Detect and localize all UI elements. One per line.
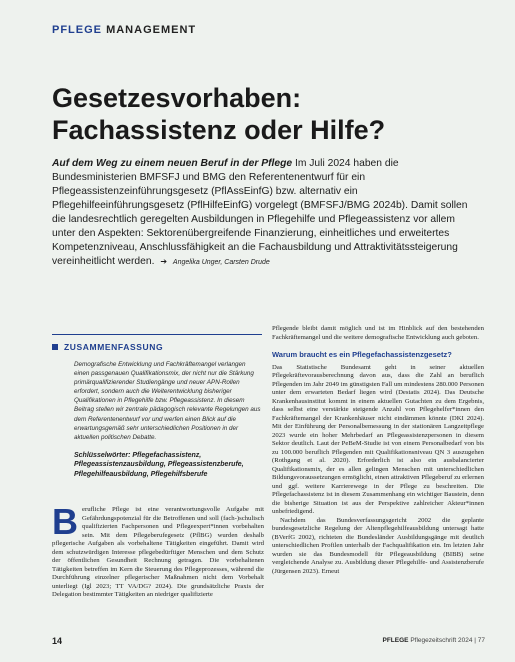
keywords-label: Schlüsselwörter:	[74, 451, 131, 459]
summary-heading	[52, 334, 262, 352]
keywords	[52, 451, 262, 480]
page-number: 14	[52, 636, 63, 646]
summary-heading-label: ZUSAMMENFASSUNG	[64, 342, 164, 352]
intro-lead: Auf dem Weg zu einem neuen Beruf in der Pflege	[52, 158, 293, 169]
subheading: Warum braucht es ein Pflegefachassistenzgesetz?	[272, 350, 452, 359]
body-right-paragraph-1: Pflegende bleibt damit möglich und ist im Hinblick auf den bestehenden Fachkräftemangel und die weitere demografische Entwicklung auch geboten.	[272, 325, 484, 341]
article-title	[52, 82, 492, 146]
body-left-text: erufliche Pflege ist eine verantwortungsvolle Aufgabe mit Gefährdungspotenzial für die Betroffenen und soll (fach-)schulisch qualifizierten Fachpersonen und Pflegeexpert*innen vorbehalten sein. Mit dem Pflegeberufegesetz (PflBG) wurden deshalb pflegerische Aufgaben als vorbehaltene Tätigkeiten eingeführt. Damit wird dem schutzwürdigen Interesse pflegebedürftiger Menschen und dem Schutz der öffentlichen Gesundheit Rechnung getragen. Die vorbehaltenen Tätigkeiten betreffen im Kern die Steuerung des Pflegeprozesses, während die Durchführung einzelner pflegerischer Maßnahmen nicht dem Vorbehalt unterliegt (Igl 2023; TT VA/DG? 2024). Die grundsätzliche Praxis der Delegation bestimmter Tätigkeiten an niedriger qualifizierte	[52, 506, 264, 599]
article-title-line1: Gesetzesvorhaben:	[52, 83, 302, 113]
journal-name: PFLEGE	[382, 637, 409, 644]
intro-text: Im Juli 2024 haben die Bundesministerien BMFSFJ und BMG den Referentenentwurf für ein Pflegeassistenzeinführungsgesetz (PflAssEinfG) bzw. alternativ ein Pflegehilfeeinführungsgesetz (PflHilfeEinfG) vorgelegt (BMFSFJ/BMG 2024b). Damit sollen die landesrechtlich geregelten Ausbildungen in Pflegehilfe und Pflegeassistenz vor allem unter den Aspekten: Sektorenübergreifende Finanzierung, einheitliches und erweitertes Kompetenzniveau, Anschlussfähigkeit an die Fachausbildung und Attraktivitätssteigerung vereinheitlicht werden.	[52, 158, 468, 267]
summary-text: Demografische Entwicklung und Fachkräftemangel verlangen einen passgenauen Qualifikationsmix, der nicht nur die Stärkung primärqualifizierender Studiengänge und neuer APN-Rollen erfordert, sondern auch die Weiterentwicklung bisheriger Qualifikationen in Pflegehilfe bzw. Pflegeassistenz. In diesem Beitrag stellen wir zentrale pädagogisch relevante Regelungen aus dem Referentenentwurf vor und werfen einen Blick auf die erwartungsgemäß sehr unterschiedlichen Positionen in der aktuellen politischen Debatte.	[74, 361, 261, 441]
arrow-icon: ➔	[160, 257, 168, 266]
square-icon	[52, 344, 58, 350]
article-title-line2: Fachassistenz oder Hilfe?	[52, 115, 386, 145]
body-right-paragraph-2: Das Statistische Bundesamt geht in seiner aktuellen Pflegekräftevorausberechnung davon aus, dass die Zahl an beruflich Pflegenden im Jahr 2049 im günstigsten Fall um mindestens 280.000 Personen unter dem erwarteten Bedarf liegen wird (Destatis 2024). Das Deutsche Krankenhausinstitut kommt in einem aktuellen Gutachten zu dem Ergebnis, dass selbst eine verstärkte steigende Anzahl von Pflegehelfer*innen den Fachkräftemangel der Krankenhäuser nicht eindämmen könnte (DKI 2024). Mit der Einführung der Personalbemessung in der stationären Langzeitpflege 2023 wurde ein hoher Mehrbedarf an Pflegeassistenzpersonen in diesem Sektor deutlich. Laut der PeBeM-Studie ist von einem Personalbedarf von bis zu 100.000 beruflich Pflegenden mit Qualifikationsniveau QN 3 auszugehen (Rothgang et al. 2020). Erforderlich ist also ein ausbalancierter Qualifikationsmix, der es allen gelingen Menschen mit unterschiedlichen Bildungsvoraussetzungen ermöglicht, einen attraktiven Pflegeberuf zu erlernen und ggf. weitere Karrierewege in der Pflege zu beschreiten. Die Pflegefachassistenz ist in diesem Zusammenhang ein wichtiger Baustein, denn die bisherige Situation ist aus der Perspektive zahlreicher Akteur*innen unbefriedigend.	[272, 363, 484, 515]
section-header-accent: PFLEGE	[52, 24, 103, 36]
section-header-rest: MANAGEMENT	[102, 24, 197, 36]
drop-cap: B	[52, 501, 78, 542]
body-right-paragraph-3: Nachdem das Bundesverfassungsgericht 2002 die geplante bundesgesetzliche Regelung der Altenpflegehilfeausbildung untersagt hatte (BVerfG 2002), richteten die Bundesländer Ausbildungsgänge mit deutlich unterschiedlichen Profilen unterhalb der Fachqualifikation ein. Im letzten Jahr wurden sie das Bundesmodell für Pflegeausbildung (BIBB) seine vergleichende Analyse zu. Ausbildung dieser Pflegehilfe- und Assistenzberufe (Jürgensen 2023). Erneut	[272, 516, 484, 575]
body-column-left	[52, 501, 264, 600]
article-authors: Angelika Unger, Carsten Drude	[172, 259, 270, 266]
body-column-right	[272, 325, 484, 576]
journal-footer	[382, 637, 485, 644]
article-intro	[52, 157, 477, 270]
section-header	[52, 24, 196, 36]
keywords-list: Pflegefachassistenz, Pflegeassistenzausbildung, Pflegeassistenzberufe, Pflegehilfeausbildung, Pflegehilfsberufe	[74, 451, 244, 478]
journal-issue: Pflegezeitschrift 2024 | 77	[410, 637, 485, 644]
summary-box	[52, 334, 262, 479]
